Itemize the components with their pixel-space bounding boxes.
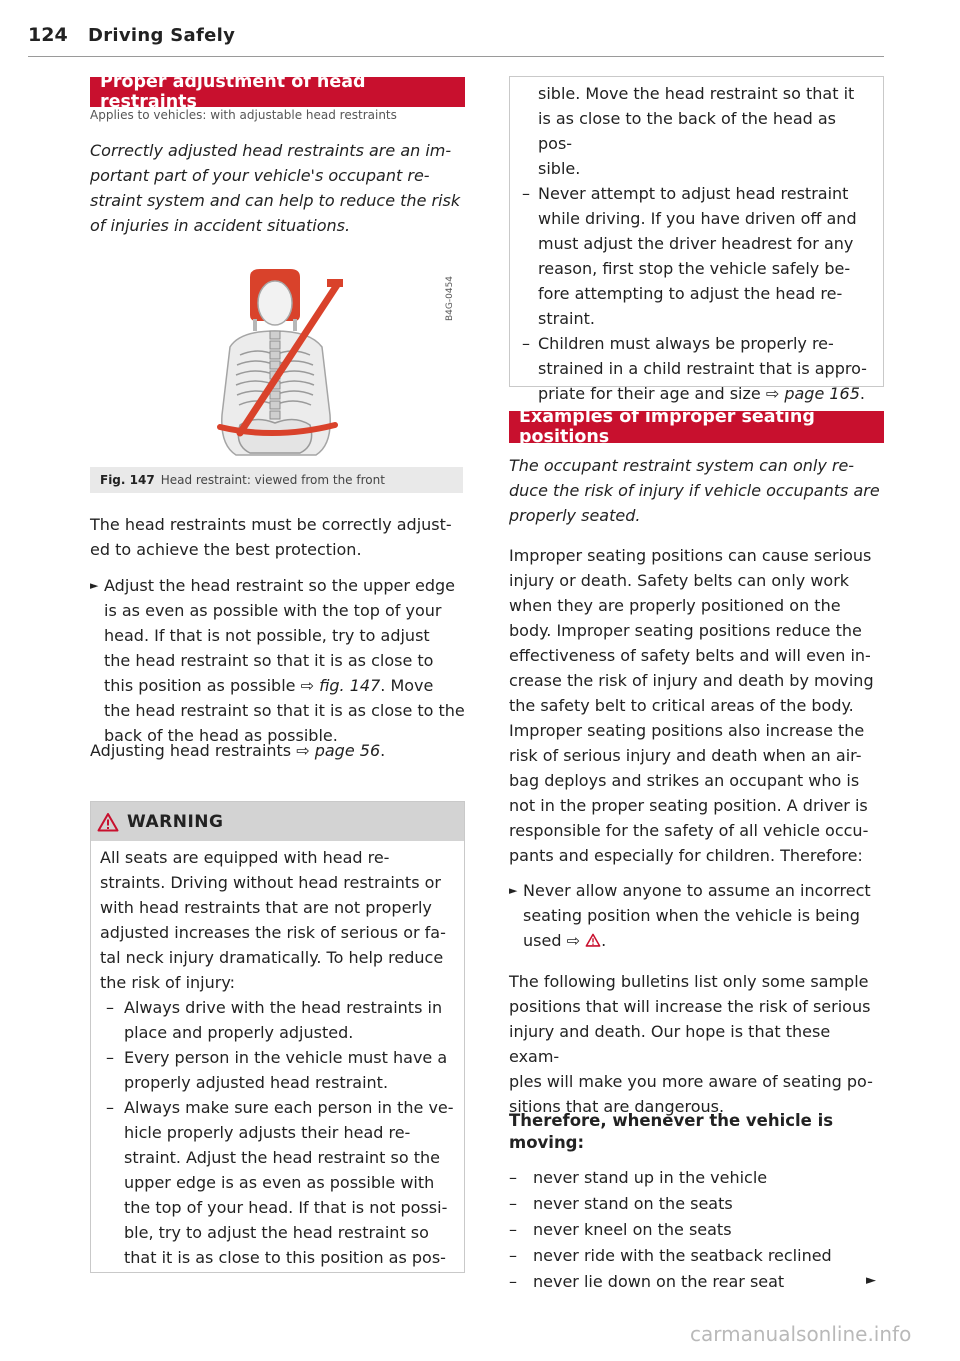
warning-list-item: – Children must always be properly re- [522, 334, 834, 353]
text-line: The occupant restraint system can only re- [509, 456, 855, 475]
warning-continued-box: sible. Move the head restraint so that it is as close to the back of the head as pos- sible. – Never attempt to adjust head restraint while driving. If you have driven off and must adjust the driver headrest for any reason, first stop the vehicle safely be- fore attempting to adjust the head re- straint. – Children must always be properly re- strained in a child restraint that is appro- priate for their age and size ⇨ page 165. [509, 76, 884, 387]
text-line: positions that will increase the risk of serious [509, 997, 871, 1016]
text-line: The head restraints must be correctly adjust- [90, 515, 452, 534]
text-line: injury or death. Safety belts can only work [509, 571, 850, 590]
figure-caption-text: Head restraint: viewed from the front [160, 473, 385, 487]
warning-title: WARNING [127, 811, 224, 832]
text-line: straints. Driving without head restraints or [100, 873, 441, 892]
list-item: – never lie down on the rear seat [509, 1272, 785, 1291]
text-line: body. Improper seating positions reduce the [509, 621, 862, 640]
text-line: back of the head as possible. [104, 726, 338, 745]
warning-triangle-icon [97, 812, 119, 832]
intro-line: of injuries in accident situations. [90, 216, 351, 235]
section-title: Driving Safely [88, 25, 236, 46]
para-correct-adjust [90, 512, 465, 562]
text-line: with head restraints that are not properly [100, 898, 432, 917]
improper-intro [509, 453, 884, 528]
text-line: the head restraint so that it is as close to [104, 651, 434, 670]
warning-list-item: – Every person in the vehicle must have a [106, 1048, 448, 1067]
warning-list-item: – Always drive with the head restraints in [106, 998, 443, 1017]
text-line: Improper seating positions also increase the [509, 721, 865, 740]
list-item: – never stand up in the vehicle [509, 1168, 768, 1187]
applies-note: Applies to vehicles: with adjustable head restraints [90, 108, 397, 122]
list-item: – never kneel on the seats [509, 1220, 732, 1239]
text-line: The following bulletins list only some sample [509, 972, 869, 991]
text-line: bag deploys and strikes an occupant who is [509, 771, 860, 790]
therefore-heading: Therefore, whenever the vehicle is moving: [509, 1111, 834, 1152]
bullet-adjust [90, 573, 465, 748]
page-number: 124 [28, 24, 68, 46]
text-line: effectiveness of safety belts and will even in- [509, 646, 871, 665]
improper-paragraph [509, 543, 884, 868]
text-line: the safety belt to critical areas of the body. [509, 696, 854, 715]
following-paragraph [509, 969, 884, 1119]
figure-ref-link[interactable]: fig. 147 [319, 676, 381, 695]
text-line: adjusted increases the risk of serious or fa- [100, 923, 446, 942]
list-item: – never stand on the seats [509, 1194, 733, 1213]
page-header [28, 22, 884, 57]
watermark: carmanualsonline.info [690, 1322, 912, 1346]
text-line: sible. Move the head restraint so that it [538, 84, 855, 103]
text-line: not in the proper seating position. A driver is [509, 796, 868, 815]
text-line: properly seated. [509, 506, 641, 525]
warning-box [90, 801, 465, 1273]
never-list [509, 1165, 884, 1295]
warning-ref-icon[interactable] [585, 933, 601, 947]
text-line: ples will make you more aware of seating po- [509, 1072, 873, 1091]
text-line: All seats are equipped with head re- [100, 848, 390, 867]
text-line: risk of serious injury and death when an air- [509, 746, 862, 765]
text-line: this position as possible ⇨ [104, 676, 320, 695]
heading-improper-seating: Examples of improper seating positions [509, 411, 884, 443]
warning-header [91, 802, 464, 841]
intro-paragraph [90, 138, 465, 238]
text-line: is as even as possible with the top of your [104, 601, 442, 620]
text-line: ed to achieve the best protection. [90, 540, 362, 559]
text-line: Improper seating positions can cause serious [509, 546, 872, 565]
text-line: head. If that is not possible, try to adjust [104, 626, 430, 645]
text-line: crease the risk of injury and death by moving [509, 671, 874, 690]
text-line: sible. [538, 159, 581, 178]
page-ref-link[interactable]: page 56 [314, 741, 381, 760]
figure-head-restraint [90, 255, 463, 493]
bullet-arrow-icon: ► [509, 884, 518, 897]
text-line: tal neck injury dramatically. To help reduce [100, 948, 444, 967]
text-line: the risk of injury: [100, 973, 236, 992]
heading-head-restraints: Proper adjustment of head restraints [90, 77, 465, 107]
list-item: – never ride with the seatback reclined [509, 1246, 832, 1265]
text-line: is as close to the back of the head as pos- [538, 109, 837, 153]
warning-list-item: – Always make sure each person in the ve- [106, 1098, 454, 1117]
text-line: pants and especially for children. Therefore: [509, 846, 863, 865]
skeleton-illustration [90, 255, 463, 467]
figure-label: Fig. 147 [100, 473, 155, 487]
bullet-never-allow: ► Never allow anyone to assume an incorrect seating position when the vehicle is being used ⇨ . [509, 878, 884, 953]
text-line: . Move [380, 676, 434, 695]
intro-line: portant part of your vehicle's occupant re- [90, 166, 430, 185]
text-line: injury and death. Our hope is that these exam- [509, 1022, 831, 1066]
continue-arrow-icon: ► [866, 1273, 876, 1288]
figure-code: B4G-0454 [445, 275, 455, 321]
text-line: duce the risk of injury if vehicle occupants are [509, 481, 880, 500]
text-line: sitions that are dangerous. [509, 1097, 725, 1116]
text-line: the head restraint so that it is as close to the [104, 701, 465, 720]
text-line: Adjust the head restraint so the upper edge [104, 576, 455, 595]
bullet-arrow-icon: ► [90, 579, 99, 592]
warning-body: All seats are equipped with head re- straints. Driving without head restraints or with head restraints that are not properly adjusted increases the risk of serious or fa- tal neck injury dramatically. To help reduce the risk of injury: – Always drive with the head restraints in place and properly adjusted. – Every person in the vehicle must have a properly adjusted head restraint. – Always make sure each person in the ve- hicle properly adjusts their head re- straint. Adjust the head restraint so the upper edge is as even as possible with the top of your head. If that is not possi- ble, try to adjust the head restraint so that it is as close to this position as pos- [91, 841, 464, 1270]
adjust-reference: Adjusting head restraints ⇨ page 56. [90, 741, 386, 760]
warning-list-item: – Never attempt to adjust head restraint [522, 184, 849, 203]
page-ref-link[interactable]: page 165 [784, 384, 860, 403]
intro-line: Correctly adjusted head restraints are an im- [90, 141, 452, 160]
intro-line: straint system and can help to reduce the risk [90, 191, 461, 210]
text-line: responsible for the safety of all vehicle occu- [509, 821, 869, 840]
figure-caption [90, 467, 463, 493]
text-line: when they are properly positioned on the [509, 596, 841, 615]
